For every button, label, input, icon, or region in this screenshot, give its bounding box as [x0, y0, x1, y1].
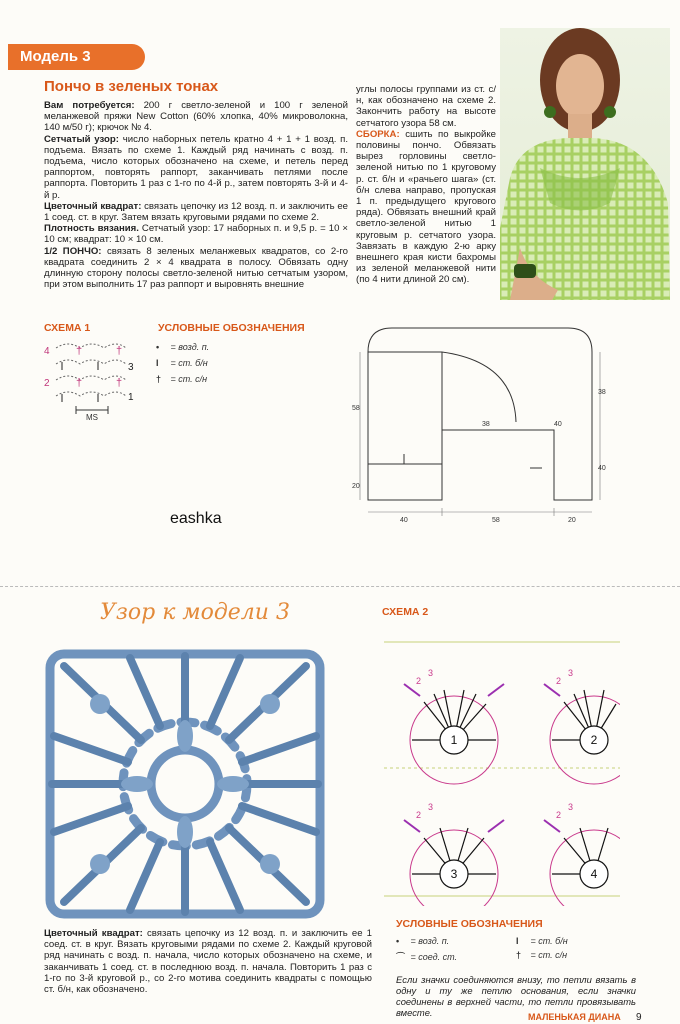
scheme1-row4: 4 — [44, 346, 50, 357]
gauge-label: Плотность вязания. — [44, 223, 139, 235]
legend1-sym: • — [156, 342, 160, 352]
dim-g: 40 — [400, 517, 408, 522]
legend2-title: УСЛОВНЫЕ ОБОЗНАЧЕНИЯ — [396, 918, 543, 930]
round-label: 3 — [568, 668, 574, 678]
scheme2-title: СХЕМА 2 — [382, 606, 429, 618]
legend1-item: I = ст. б/н — [156, 358, 208, 368]
scheme2-diagram — [384, 632, 620, 911]
round-label: 3 — [568, 802, 574, 812]
scheme2-circle-1: 1 — [450, 733, 458, 747]
half-poncho-text: связать 8 зеленых меланжевых квадратов, со 2-го квадрата соединить 2 × 4 квадрата в полосу. Обвязать одну длинную сторону полосы светло-зеленой нитью сетчатым узором, при этом выполнить 17 раз раппорт и выровнять внешние — [44, 245, 348, 291]
legend1-title: УСЛОВНЫЕ ОБОЗНАЧЕНИЯ — [158, 322, 305, 334]
scheme2-circle-4: 4 — [590, 867, 598, 881]
scheme1-title: СХЕМА 1 — [44, 322, 91, 334]
dim-c: 38 — [598, 389, 606, 396]
assembly-label: СБОРКА: — [356, 128, 400, 140]
caption-label: Цветочный квадрат: — [44, 928, 143, 939]
assembly-text: сшить по выкройке половины пончо. Обвязать вырез горловины светло-зеленой нитью по 1 круговому р. ст. б/н и «рачьего шага» (ст. б/н слева направо, пропуская 1 п. предыдущего кругового ряда). Обвязать внешний край светло-зеленой нитью 1 круговым р. сетчатого узора. Завязать в каждую 2-ю арку внешнего края кисти бахромы из зеленой меланжевой нити (по 4 нити длиной 20 см). — [356, 128, 496, 286]
scheme2-circle-2: 2 — [590, 733, 598, 747]
dim-e: 40 — [598, 465, 606, 472]
dim-a: 38 — [482, 421, 490, 428]
crochet-square-photo — [40, 644, 330, 929]
scheme1-row1: 1 — [128, 392, 134, 403]
corners-text: углы полосы группами из ст. с/н, как обозначено на схеме 2. Закончить работу на высоте сетчатого узора 58 см. — [356, 84, 496, 129]
round-label: 3 — [428, 802, 434, 812]
legend2-item: ⌒ = соед. ст. — [396, 952, 458, 962]
dim-d: 40 — [554, 421, 562, 428]
legend1-list — [156, 342, 209, 384]
svg-text:†: † — [116, 345, 123, 357]
square-label: Цветочный квадрат: — [44, 200, 142, 212]
round-label: 3 — [428, 668, 434, 678]
scheme1-row3: 3 — [128, 362, 134, 373]
square-caption — [44, 928, 372, 995]
scheme1-diagram — [40, 336, 150, 427]
svg-text:†: † — [116, 377, 123, 389]
model-label: Модель 3 — [8, 44, 145, 70]
materials-label: Вам потребуется: — [44, 100, 135, 111]
dim-f: 20 — [352, 483, 360, 490]
legend1-item: • = возд. п. — [156, 342, 210, 352]
scheme1-row2: 2 — [44, 378, 50, 389]
round-label: 2 — [556, 810, 562, 820]
legend2-item: • = возд. п. — [396, 936, 450, 946]
right-text-column — [356, 84, 496, 286]
divider — [0, 586, 680, 587]
model-photo — [500, 28, 670, 300]
caption-text: связать цепочку из 12 возд. п. и заключить ее 1 соед. ст. в круг. Вязать круговыми рядами по схеме 2. Каждый круговой ряд начинать с возд. п. начала, число которых обозначено на схеме, и заканчивать 1 соед. ст. в последнюю возд. п. начала. Повторить 1 раз с 1-го по 3-й круговой р., со 2-го мотива соединить квадраты с помощью ст. б/н, как обозначено. — [44, 928, 373, 996]
materials-text: 200 г светло-зеленой и 100 г зеленой меланжевой пряжи New Cotton (60% хлопка, 40% микроволокна, 140 м/50 г); крючок № 4. — [44, 100, 348, 134]
poncho-pattern-diagram — [346, 322, 616, 527]
page-title: Пончо в зеленых тонах — [44, 78, 219, 95]
scheme1-ms: MS — [86, 413, 98, 422]
scheme2-circle-3: 3 — [450, 867, 458, 881]
dim-i: 20 — [568, 517, 576, 522]
gauge-text: Сетчатый узор: 17 наборных п. и 9,5 р. = 10 × 10 см; квадрат: 10 × 10 см. — [44, 223, 348, 246]
round-label: 2 — [416, 810, 422, 820]
dim-h: 58 — [492, 517, 500, 522]
legend1-item: † = ст. с/н — [156, 374, 208, 384]
legend1-sym: † — [156, 374, 162, 384]
legend1-sym: I — [156, 358, 159, 368]
svg-text:†: † — [76, 345, 83, 357]
mesh-label: Сетчатый узор: — [44, 133, 119, 145]
legend2-item: I = ст. б/н — [516, 936, 568, 946]
legend2-note: Если значки соединяются внизу, то петли вязать в одну и ту же петлю основания, если значки соединены в верхней части, то петли провязывать вместе. — [396, 974, 636, 1018]
signature: eashka — [170, 510, 222, 527]
half-poncho-label: 1/2 ПОНЧО: — [44, 245, 102, 257]
round-label: 2 — [416, 676, 422, 686]
mesh-text: число наборных петель кратно 4 + 1 + 1 возд. п. подъема. Вязать по схеме 1. Каждый ряд начинать с возд. п. подъема, число которых обозначено на схеме, и петель перед раппортом, повторять раппорт, заканчивать петлями после раппорта. Повторить 1 раз с 1-го по 4-й р., затем повторять 3-й и 4-й р. — [44, 133, 348, 201]
dim-b: 58 — [352, 405, 360, 412]
magazine-name: МАЛЕНЬКАЯ ДИАНА — [528, 1012, 621, 1022]
square-text: связать цепочку из 12 возд. п. и заключить ее 1 соед. ст. в круг. Затем вязать круговыми рядами по схеме 2. — [44, 200, 349, 224]
page-number: 9 — [636, 1012, 642, 1023]
legend2-list — [396, 936, 636, 963]
legend2-item: † = ст. с/н — [516, 950, 568, 960]
round-label: 2 — [556, 676, 562, 686]
svg-text:†: † — [76, 377, 83, 389]
left-text-column — [44, 100, 348, 290]
pattern-title: Узор к модели 3 — [100, 600, 290, 625]
